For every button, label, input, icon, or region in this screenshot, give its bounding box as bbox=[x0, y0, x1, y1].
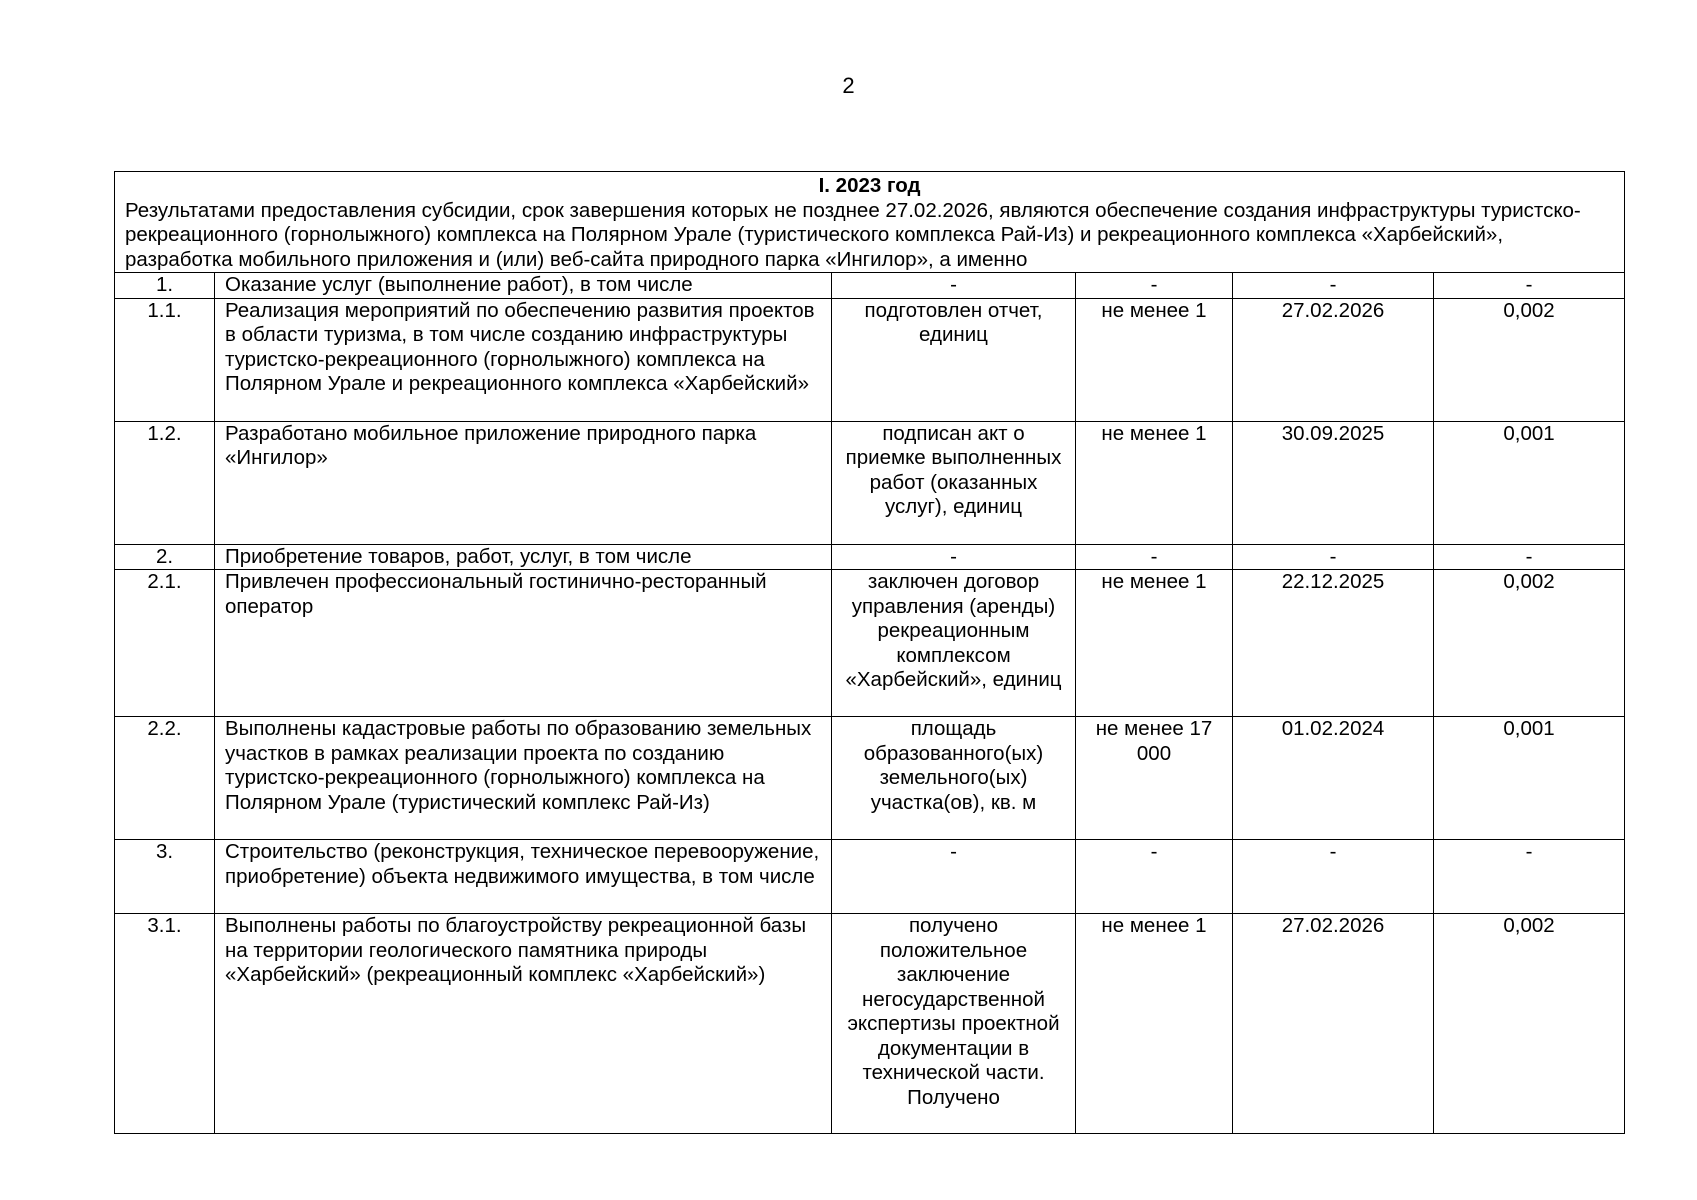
row-unit: получено положительное заключение негосударственной экспертизы проектной документации в технической части. Получено bbox=[832, 914, 1076, 1134]
row-number: 2.2. bbox=[115, 717, 215, 840]
row-amount: - bbox=[1434, 840, 1625, 914]
table-row bbox=[115, 840, 1625, 914]
table-row bbox=[115, 421, 1625, 544]
row-number: 3.1. bbox=[115, 914, 215, 1134]
row-name: Разработано мобильное приложение природного парка «Ингилор» bbox=[215, 421, 832, 544]
table-row bbox=[115, 717, 1625, 840]
row-unit: - bbox=[832, 273, 1076, 299]
row-number: 2.1. bbox=[115, 570, 215, 717]
page-number: 2 bbox=[842, 73, 855, 98]
row-amount: 0,001 bbox=[1434, 421, 1625, 544]
row-unit: площадь образованного(ых) земельного(ых) участка(ов), кв. м bbox=[832, 717, 1076, 840]
row-name: Приобретение товаров, работ, услуг, в том числе bbox=[215, 544, 832, 570]
row-number: 1.2. bbox=[115, 421, 215, 544]
row-value: - bbox=[1076, 273, 1233, 299]
table-row bbox=[115, 298, 1625, 421]
section-header-row bbox=[115, 172, 1625, 273]
row-amount: - bbox=[1434, 273, 1625, 299]
row-date: 27.02.2026 bbox=[1233, 298, 1434, 421]
row-number: 1.1. bbox=[115, 298, 215, 421]
row-unit: - bbox=[832, 840, 1076, 914]
row-name: Реализация мероприятий по обеспечению развития проектов в области туризма, в том числе созданию инфраструктуры туристско-рекреационного (горнолыжного) комплекса на Полярном Урале и рекреационного комплекса «Харбейский» bbox=[215, 298, 832, 421]
row-number: 1. bbox=[115, 273, 215, 299]
row-unit: заключен договор управления (аренды) рекреационным комплексом «Харбейский», единиц bbox=[832, 570, 1076, 717]
row-date: 22.12.2025 bbox=[1233, 570, 1434, 717]
row-date: 30.09.2025 bbox=[1233, 421, 1434, 544]
results-table bbox=[114, 171, 1625, 1134]
row-value: - bbox=[1076, 544, 1233, 570]
row-number: 2. bbox=[115, 544, 215, 570]
row-name: Оказание услуг (выполнение работ), в том числе bbox=[215, 273, 832, 299]
row-value: не менее 1 bbox=[1076, 421, 1233, 544]
row-amount: - bbox=[1434, 544, 1625, 570]
table-row bbox=[115, 273, 1625, 299]
row-name: Привлечен профессиональный гостинично-ресторанный оператор bbox=[215, 570, 832, 717]
row-amount: 0,002 bbox=[1434, 298, 1625, 421]
row-number: 3. bbox=[115, 840, 215, 914]
row-amount: 0,002 bbox=[1434, 570, 1625, 717]
row-date: 27.02.2026 bbox=[1233, 914, 1434, 1134]
section-header-cell bbox=[115, 172, 1625, 273]
row-amount: 0,001 bbox=[1434, 717, 1625, 840]
table-row bbox=[115, 544, 1625, 570]
row-name: Выполнены кадастровые работы по образованию земельных участков в рамках реализации проекта по созданию туристско-рекреационного (горнолыжного) комплекса на Полярном Урале (туристический комплекс Рай-Из) bbox=[215, 717, 832, 840]
row-value: не менее 1 bbox=[1076, 298, 1233, 421]
row-date: 01.02.2024 bbox=[1233, 717, 1434, 840]
row-unit: подписан акт о приемке выполненных работ (оказанных услуг), единиц bbox=[832, 421, 1076, 544]
row-name: Выполнены работы по благоустройству рекреационной базы на территории геологического памятника природы «Харбейский» (рекреационный комплекс «Харбейский») bbox=[215, 914, 832, 1134]
row-value: не менее 1 bbox=[1076, 914, 1233, 1134]
table-row bbox=[115, 914, 1625, 1134]
row-value: - bbox=[1076, 840, 1233, 914]
row-unit: - bbox=[832, 544, 1076, 570]
row-unit: подготовлен отчет, единиц bbox=[832, 298, 1076, 421]
table-row bbox=[115, 570, 1625, 717]
row-date: - bbox=[1233, 840, 1434, 914]
row-value: не менее 17 000 bbox=[1076, 717, 1233, 840]
row-value: не менее 1 bbox=[1076, 570, 1233, 717]
section-description: Результатами предоставления субсидии, срок завершения которых не позднее 27.02.2026, являются обеспечение создания инфраструктуры туристско-рекреационного (горнолыжного) комплекса на Полярном Урале (туристического комплекса Рай-Из) и рекреационного комплекса «Харбейский», разработка мобильного приложения и (или) веб-сайта природного парка «Ингилор», а именно bbox=[125, 198, 1581, 271]
section-title: I. 2023 год bbox=[818, 174, 921, 197]
row-name: Строительство (реконструкция, техническое перевооружение, приобретение) объекта недвижимого имущества, в том числе bbox=[215, 840, 832, 914]
row-amount: 0,002 bbox=[1434, 914, 1625, 1134]
row-date: - bbox=[1233, 273, 1434, 299]
row-date: - bbox=[1233, 544, 1434, 570]
